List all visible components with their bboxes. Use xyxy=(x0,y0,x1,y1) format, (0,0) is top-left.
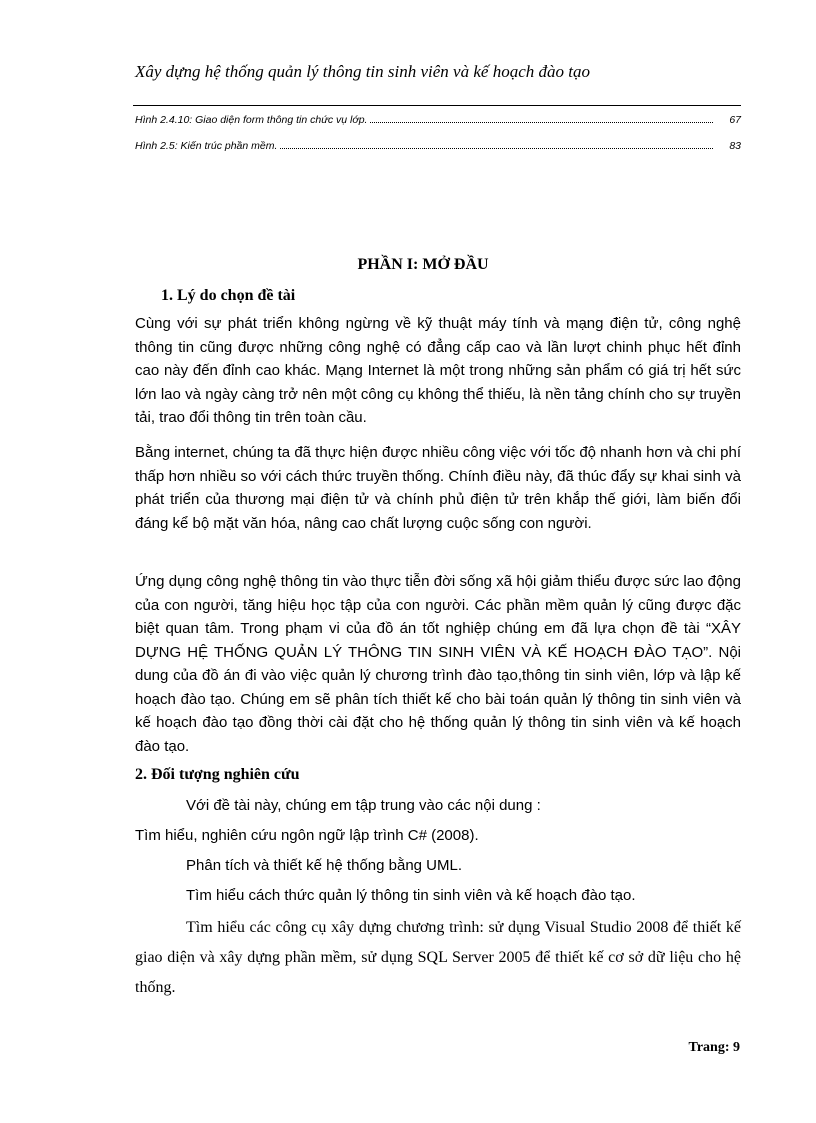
paragraph-reasons-3: Ứng dụng công nghệ thông tin vào thực tiễn đời sống xã hội giảm thiểu được sức lao động của con người, tăng hiệu học tập của con người. Các phần mềm quản lý cũng được đặc biệt quan tâm. Trong phạm vi của đồ án tốt nghiệp chúng em đã lựa chọn đề tài “XÂY DỰNG HỆ THỐNG QUẢN LÝ THÔNG TIN SINH VIÊN VÀ KẾ HOẠCH ĐÀO TẠO”. Nội dung của đồ án đi vào việc quản lý chương trình đào tạo,thông tin sinh viên, lớp và lập kế hoạch đào tạo. Chúng em sẽ phân tích thiết kế cho bài toán quản lý thông tin sinh viên và kế hoạch đào tạo đồng thời cài đặt cho hệ thống quản lý thông tin sinh viên và kế hoạch đào tạo. xyxy=(135,573,741,755)
research-item-tools: Tìm hiểu các công cụ xây dựng chương trình: sử dụng Visual Studio 2008 để thiết kế giao diện và xây dựng phần mềm, sử dụng SQL Server 2005 để thiết kế cơ sở dữ liệu cho hệ thống. xyxy=(135,919,741,996)
research-item-csharp: Tìm hiểu, nghiên cứu ngôn ngữ lập trình C# (2008). xyxy=(135,827,479,844)
toc-entry-title: Hình 2.4.10: Giao diện form thông tin chức vụ lớp. xyxy=(135,114,368,126)
paragraph-reasons-2: Bằng internet, chúng ta đã thực hiện được nhiều công việc với tốc độ nhanh hơn và chi phí thấp hơn nhiều so với cách thức truyền thống. Chính điều này, đã thúc đẩy sự khai sinh và phát triển của thương mại điện tử và chính phủ điện tử trên khắp thế giới, làm biến đổi đáng kể bộ mặt văn hóa, nâng cao chất lượng cuộc sống con người. xyxy=(135,444,741,532)
toc-entry[interactable] xyxy=(135,140,741,156)
research-item-management: Tìm hiểu cách thức quản lý thông tin sinh viên và kế hoạch đào tạo. xyxy=(186,887,636,904)
toc-entry-title: Hình 2.5: Kiến trúc phần mềm. xyxy=(135,140,278,152)
toc-entry[interactable] xyxy=(135,114,741,130)
research-item-uml: Phân tích và thiết kế hệ thống bằng UML. xyxy=(186,857,463,874)
toc-entry-page: 83 xyxy=(729,140,741,152)
part-title: PHẦN I: MỞ ĐẦU xyxy=(357,256,489,273)
research-intro-line: Với đề tài này, chúng em tập trung vào các nội dung : xyxy=(186,797,541,814)
paragraph-reasons-1: Cùng với sự phát triển không ngừng về kỹ thuật máy tính và mạng điện tử, công nghệ thông tin cũng được những công nghệ có đẳng cấp cao và lần lượt chinh phục hết đỉnh cao này đến đỉnh cao khác. Mạng Internet là một trong những sản phẩm có giá trị hết sức lớn lao và ngày càng trở nên một công cụ không thể thiếu, là nền tảng chính cho sự truyền tải, trao đổi thông tin trên toàn cầu. xyxy=(135,315,741,426)
page-number: Trang: 9 xyxy=(688,1040,740,1055)
section-heading-1: 1. Lý do chọn đề tài xyxy=(161,287,296,304)
running-header: Xây dựng hệ thống quản lý thông tin sinh viên và kế hoạch đào tạo xyxy=(135,62,590,81)
toc-entry-page: 67 xyxy=(729,114,741,126)
header-divider xyxy=(133,105,741,106)
toc-dot-leader xyxy=(370,122,713,123)
section-heading-2: 2. Đối tượng nghiên cứu xyxy=(135,766,300,783)
toc-dot-leader xyxy=(280,148,713,149)
